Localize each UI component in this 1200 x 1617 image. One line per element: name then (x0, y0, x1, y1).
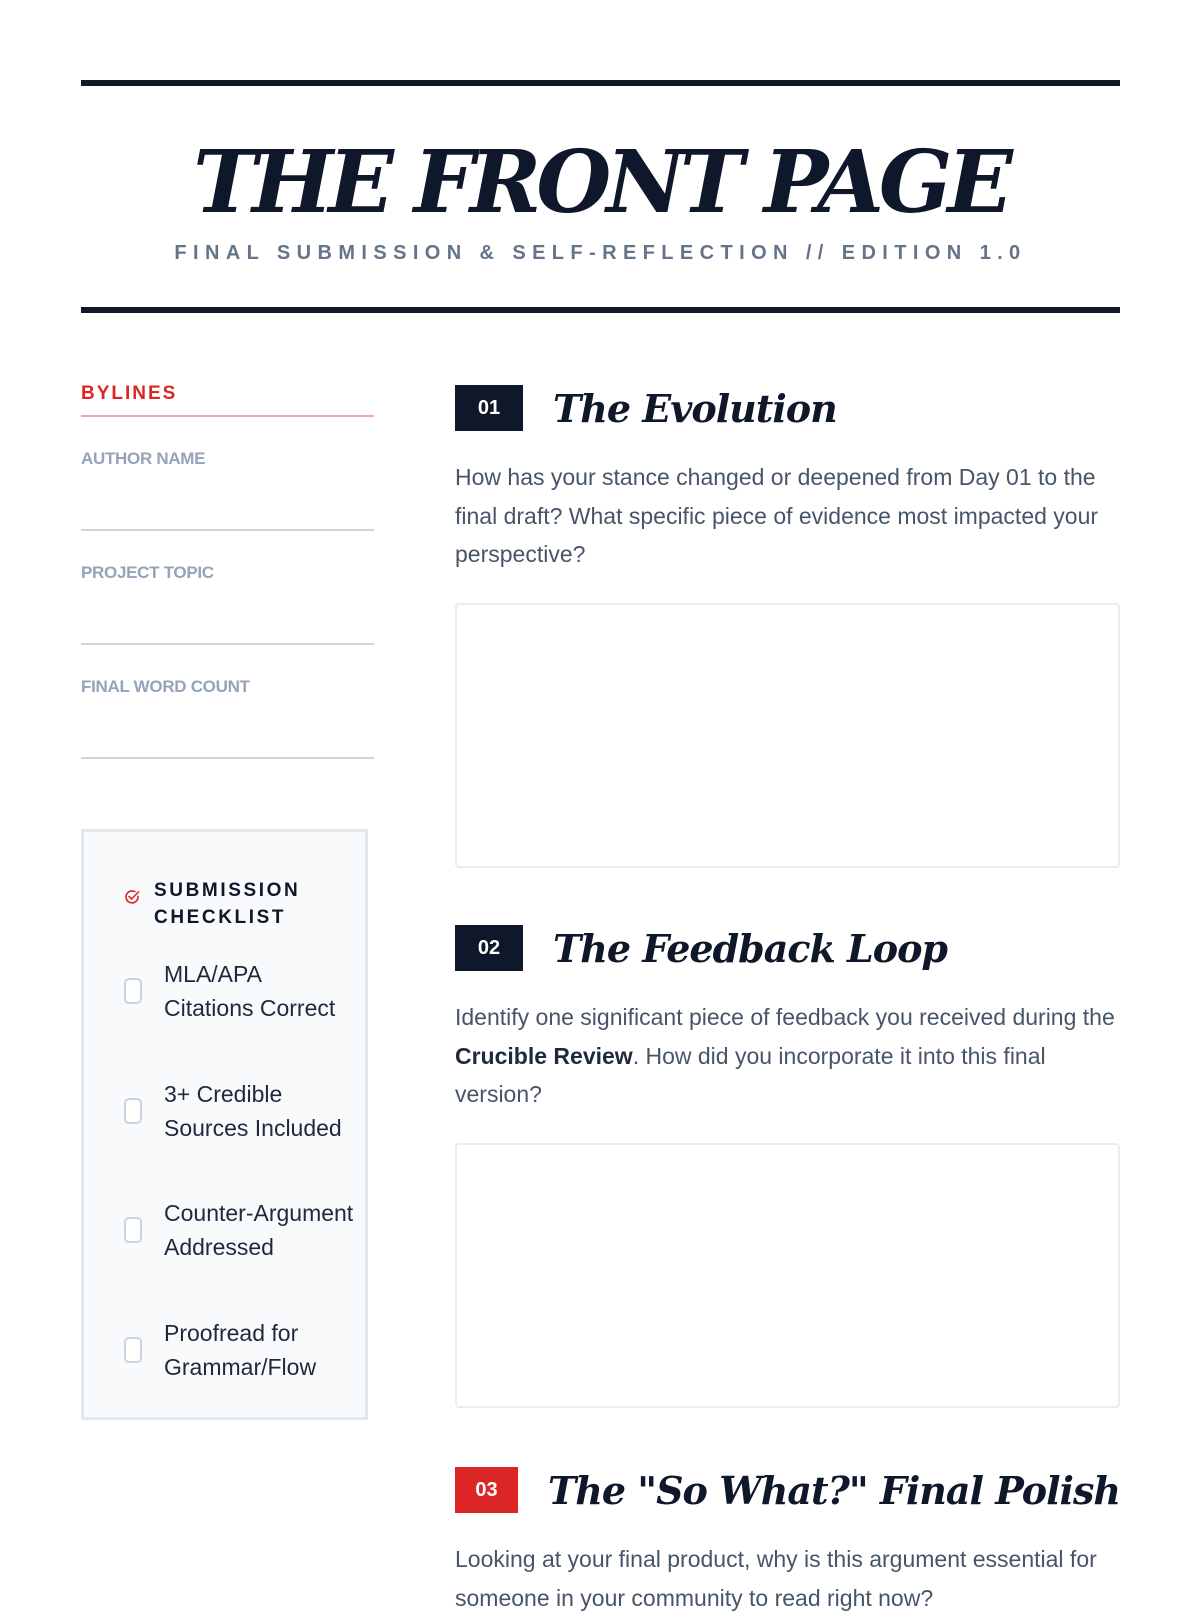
checklist-item-label: Proofread for Grammar/Flow (164, 1320, 317, 1380)
checkbox[interactable] (124, 1337, 142, 1363)
word-count-label: FINAL WORD COUNT (81, 677, 250, 696)
prompt-emphasis: Crucible Review (455, 1042, 633, 1069)
question-number-badge: 01 (455, 385, 523, 431)
project-topic-input[interactable] (81, 597, 374, 645)
question-prompt: Looking at your final product, why is this argument essential for someone in your community to read right now? (455, 1546, 1097, 1611)
question-header (455, 1466, 1120, 1514)
question-header (455, 384, 1120, 432)
question-prompt: How has your stance changed or deepened from Day 01 to the final draft? What specific piece of evidence most impacted your perspective? (455, 464, 1099, 567)
checklist-item-label: MLA/APA Citations Correct (164, 961, 336, 1021)
question-prompt (455, 998, 1120, 1114)
masthead-title: THE FRONT PAGE (193, 132, 1008, 233)
prompt-text: . How did you incorporate it into this final version? (455, 1042, 1046, 1107)
checklist-item-label: 3+ Credible Sources Included (164, 1081, 342, 1141)
checkbox[interactable] (124, 1098, 142, 1124)
sidebar-bylines (81, 382, 374, 759)
word-count-field (81, 676, 374, 759)
check-circle-icon (124, 889, 140, 905)
answer-textarea-02[interactable] (455, 1143, 1120, 1408)
masthead-subtitle: FINAL SUBMISSION & SELF-REFLECTION // EDITION 1.0 (174, 242, 1027, 264)
masthead-bottom-rule (81, 307, 1120, 313)
checklist-item-counter-argument[interactable] (124, 1196, 354, 1264)
checklist-item-proofread[interactable] (124, 1316, 354, 1384)
answer-textarea-01[interactable] (455, 603, 1120, 868)
question-number-badge: 03 (455, 1467, 518, 1513)
checklist-title: SUBMISSION CHECKLIST (154, 880, 301, 928)
word-count-input[interactable] (81, 711, 374, 759)
author-name-input[interactable] (81, 483, 374, 531)
checklist-header (124, 877, 314, 931)
bylines-heading: BYLINES (81, 382, 374, 417)
prompt-text: Identify one significant piece of feedback you received during the (455, 1004, 1115, 1030)
question-number-badge: 02 (455, 925, 523, 971)
checkbox[interactable] (124, 978, 142, 1004)
question-title: The "So What?" Final Polish (547, 1467, 1120, 1513)
checklist-item-sources[interactable] (124, 1077, 354, 1145)
checklist-item-citations[interactable] (124, 957, 354, 1025)
checklist-item-label: Counter-Argument Addressed (164, 1200, 354, 1260)
question-title: The Evolution (553, 385, 837, 431)
question-header (455, 924, 1120, 972)
author-name-field (81, 448, 374, 531)
project-topic-label: PROJECT TOPIC (81, 563, 214, 582)
author-name-label: AUTHOR NAME (81, 449, 206, 468)
question-02 (455, 924, 1120, 1408)
checkbox[interactable] (124, 1217, 142, 1243)
masthead-top-rule (81, 80, 1120, 86)
project-topic-field (81, 562, 374, 645)
question-01 (455, 384, 1120, 868)
question-03 (455, 1466, 1120, 1617)
submission-checklist (81, 829, 368, 1420)
question-title: The Feedback Loop (553, 925, 948, 971)
